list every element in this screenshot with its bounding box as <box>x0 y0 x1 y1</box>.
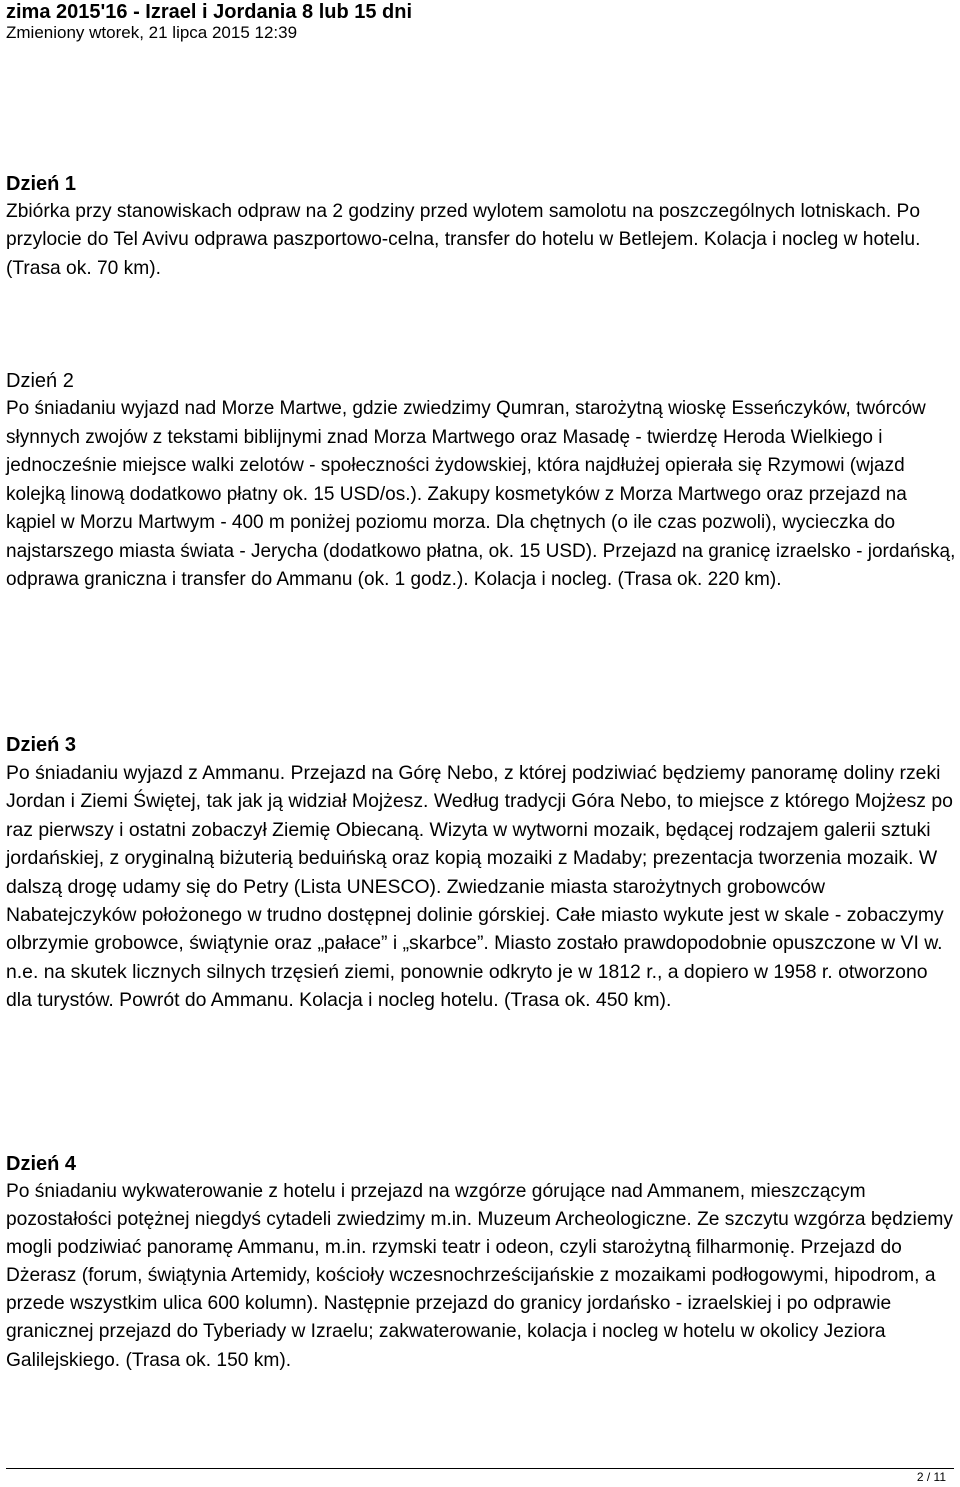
day-3-section <box>6 731 956 1015</box>
day-2-section <box>6 367 956 595</box>
footer-divider <box>6 1468 954 1469</box>
day-4-description: Po śniadaniu wykwaterowanie z hotelu i przejazd na wzgórze górujące nad Ammanem, mieszczącym pozostałości potężnej niegdyś cytadeli zwiedzimy m.in. Muzeum Archeologiczne. Ze szczytu wzgórza będziemy mogli podziwiać panoramę Ammanu, m.in. rzymski teatr i odeon, czyli starożytną filharmonię. Przejazd do Dżerasz (forum, świątynia Artemidy, kościoły wczesnochrześcijańskie z mozaikami podłogowymi, hipodrom, a przede wszystkim ulica 600 kolumn). Następnie przejazd do granicy jordańsko - izraelskiej i po odprawie granicznej przejazd do Tyberiady w Izraelu; zakwaterowanie, kolacja i nocleg w hotelu w okolicy Jeziora Galilejskiego. (Trasa ok. 150 km). <box>6 1181 953 1371</box>
page-header <box>6 0 954 43</box>
day-1-description: Zbiórka przy stanowiskach odpraw na 2 godziny przed wylotem samolotu na poszczególnych lotniskach. Po przylocie do Tel Avivu odprawa paszportowo-celna, transfer do hotelu w Betlejem. Kolacja i nocleg w hotelu. (Trasa ok. 70 km). <box>6 201 921 279</box>
day-3-heading: Dzień 3 <box>6 734 77 756</box>
page-number: 2 / 11 <box>916 1470 946 1484</box>
day-3-description: Po śniadaniu wyjazd z Ammanu. Przejazd na Górę Nebo, z której podziwiać będziemy panoramę doliny rzeki Jordan i Ziemi Świętej, tak jak ją widział Mojżesz. Według tradycji Góra Nebo, to miejsce z którego Mojżesz po raz pierwszy i ostatni zobaczył Ziemię Obiecaną. Wizyta w wytworni mozaik, będącej rodzajem galerii sztuki jordańskiej, z oryginalną biżuterią beduińską oraz kopią mozaiki z Madaby; prezentacja tworzenia mozaik. W dalszą drogę udamy się do Petry (Lista UNESCO). Zwiedzanie miasta starożytnych grobowców Nabatejczyków położonego w trudno dostępnej dolinie górskiej. Całe miasto wykute jest w skale - zobaczymy olbrzymie grobowce, świątynie oraz „pałace” i „skarbce”. Miasto zostało prawdopodobnie opuszczone w VI w. n.e. na skutek licznych silnych trzęsień ziemi, ponownie odkryto je w 1812 r., a dopiero w 1958 r. otworzono dla turystów. Powrót do Ammanu. Kolacja i nocleg hotelu. (Trasa ok. 450 km). <box>6 762 953 1012</box>
day-1-section <box>6 170 956 283</box>
modified-date: Zmieniony wtorek, 21 lipca 2015 12:39 <box>6 23 298 42</box>
day-4-heading: Dzień 4 <box>6 1153 77 1175</box>
document-title: zima 2015'16 - Izrael i Jordania 8 lub 15 dni <box>6 1 413 23</box>
day-2-description: Po śniadaniu wyjazd nad Morze Martwe, gdzie zwiedzimy Qumran, starożytną wioskę Esseńczyków, twórców słynnych zwojów z tekstami biblijnymi znad Morza Martwego oraz Masadę - twierdzę Heroda Wielkiego i jednocześnie miejsce walki zelotów - społeczności żydowskiej, która najdłużej opierała się Rzymowi (wjazd kolejką linową dodatkowo płatny ok. 15 USD/os.). Zakupy kosmetyków z Morza Martwego oraz przejazd na kąpiel w Morzu Martwym - 400 m poniżej poziomu morza. Dla chętnych (o ile czas pozwoli), wycieczka do najstarszego miasta świata - Jerycha (dodatkowo płatna, ok. 15 USD). Przejazd na granicę izraelsko - jordańską, odprawa graniczna i transfer do Ammanu (ok. 1 godz.). Kolacja i nocleg. (Trasa ok. 220 km). <box>6 398 956 590</box>
day-1-heading: Dzień 1 <box>6 173 77 195</box>
day-4-section <box>6 1150 956 1375</box>
day-2-heading: Dzień 2 <box>6 370 74 392</box>
